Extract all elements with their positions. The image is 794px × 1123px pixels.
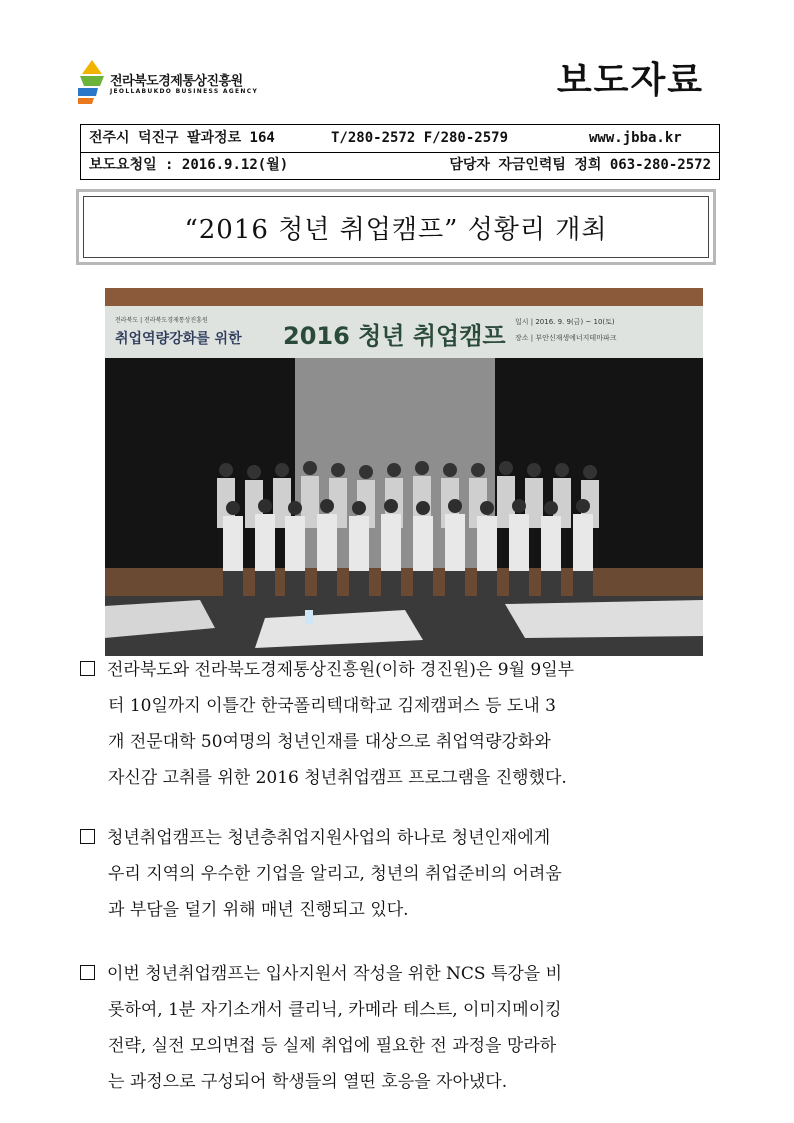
paragraph-line: 는 과정으로 구성되어 학생들의 열띤 호응을 자아냈다. (108, 1072, 508, 1092)
paragraph-line: 전략, 실전 모의면접 등 실제 취업에 필요한 전 과정을 망라하 (108, 1036, 557, 1056)
paragraph-line: 터 10일까지 이틀간 한국폴리텍대학교 김제캠퍼스 등 도내 3 (108, 696, 556, 716)
paragraph-line: 우리 지역의 우수한 기업을 알리고, 청년의 취업준비의 어려움 (108, 864, 562, 884)
agency-logo-mark-icon (78, 60, 106, 104)
paragraph-line: 전라북도와 전라북도경제통상진흥원(이하 경진원)은 9월 9일부 (80, 652, 720, 688)
paragraph-line: 롯하여, 1분 자기소개서 클리닉, 카메라 테스트, 이미지메이킹 (108, 1000, 562, 1020)
document-type-label: 보도자료 (556, 60, 704, 101)
paragraph-line: 개 전문대학 50여명의 청년인재를 대상으로 취업역량강화와 (108, 732, 551, 752)
contact-info-row-address (81, 125, 719, 153)
address-text: 전주시 덕진구 팔과정로 164 (89, 130, 275, 146)
website-link[interactable]: www.jbba.kr (589, 130, 682, 146)
contact-info-box (80, 124, 720, 180)
paragraph-line: 자신감 고취를 위한 2016 청년취업캠프 프로그램을 진행했다. (108, 768, 567, 788)
checkbox-bullet-icon (80, 965, 95, 980)
paragraph-line: 이번 청년취업캠프는 입사지원서 작성을 위한 NCS 특강을 비 (80, 956, 720, 992)
phone-fax-text: T/280-2572 F/280-2579 (331, 130, 509, 146)
contact-info-row-request (81, 152, 719, 179)
banner-place-text: 장소 | 부안신재생에너지테마파크 (515, 334, 617, 342)
paragraph-1 (80, 652, 720, 796)
banner-main-text: 2016 청년 취업캠프 (283, 322, 506, 350)
contact-person-text: 담당자 자금인력팀 정희 063-280-2572 (449, 157, 711, 173)
paragraph-line: 청년취업캠프는 청년층취업지원사업의 하나로 청년인재에게 (80, 820, 720, 856)
request-date-text: 보도요청일 : 2016.9.12(월) (89, 157, 289, 173)
banner-date-text: 일시 | 2016. 9. 9(금) ~ 10(토) (515, 318, 615, 326)
event-photo-illustration (105, 288, 703, 656)
headline-title: “2016 청년 취업캠프” 성황리 개최 (184, 214, 608, 245)
banner-subtitle-text: 취업역량강화를 위한 (115, 331, 242, 347)
headline-box (76, 189, 716, 265)
banner-organizers-text: 전라북도 | 전라북도경제통상진흥원 (115, 317, 208, 324)
checkbox-bullet-icon (80, 661, 95, 676)
paragraph-line: 과 부담을 덜기 위해 매년 진행되고 있다. (108, 900, 409, 920)
event-photo (105, 288, 703, 656)
agency-name-korean: 전라북도경제통상진흥원 (110, 74, 243, 89)
checkbox-bullet-icon (80, 829, 95, 844)
headline-frame (83, 196, 709, 258)
agency-logo (78, 60, 278, 108)
paragraph-2 (80, 820, 720, 928)
agency-name-english: JEOLLABUKDO BUSINESS AGENCY (110, 88, 259, 95)
paragraph-3 (80, 956, 720, 1100)
